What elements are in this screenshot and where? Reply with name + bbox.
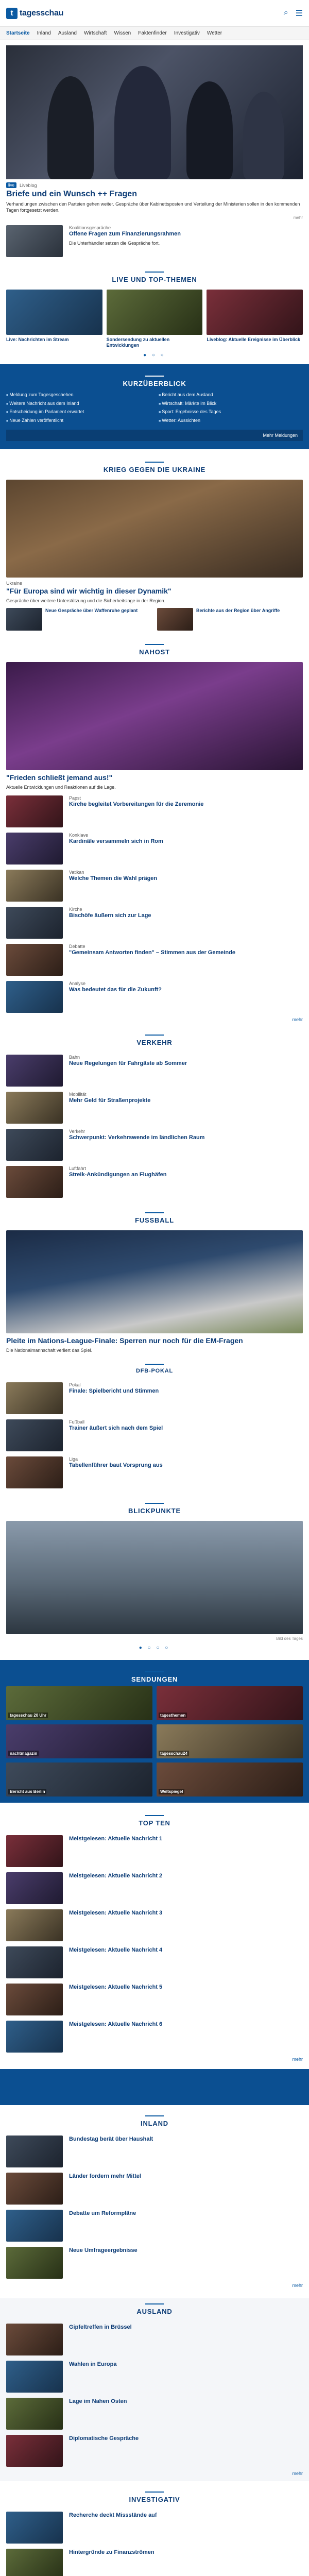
menu-icon[interactable]: ☰: [295, 9, 303, 18]
teaser-thumb: [6, 1946, 63, 1978]
teaser-topline: Luftfahrt: [69, 1166, 87, 1172]
live-badge: live: [6, 182, 16, 188]
teaser-thumb: [6, 2324, 63, 2355]
teaser-row[interactable]: [0, 2015, 309, 2053]
teaser-row[interactable]: [0, 1161, 309, 1198]
ukraine-sub-teaser[interactable]: [6, 608, 152, 631]
logo[interactable]: [6, 8, 63, 19]
teaser-thumb: [6, 944, 63, 976]
nav-item[interactable]: Ausland: [58, 30, 77, 36]
logo-text: tagesschau: [20, 8, 64, 18]
teaser-headline: Mehr Geld für Straßenprojekte: [69, 1097, 151, 1104]
teaser-row[interactable]: [0, 2318, 309, 2355]
live-card-image: [107, 290, 203, 335]
teaser-row[interactable]: [0, 1049, 309, 1087]
teaser-row[interactable]: [0, 1867, 309, 1904]
teaser-headline: Finale: Spielbericht und Stimmen: [69, 1388, 159, 1395]
second-teaser: Die Unterhändler setzen die Gespräche fort.: [69, 241, 160, 246]
section-more-link[interactable]: mehr: [292, 2283, 303, 2289]
teaser-row[interactable]: [0, 1941, 309, 1978]
kurz-more-button[interactable]: [6, 430, 303, 441]
teaser-thumb: [6, 1419, 63, 1451]
teaser-thumb: [6, 1872, 63, 1904]
teaser-headline: Wahlen in Europa: [69, 2361, 117, 2368]
section-title: INVESTIGATIV: [0, 2486, 309, 2506]
kurz-more-label: Mehr Meldungen: [263, 433, 298, 438]
kurz-item[interactable]: ■ Entscheidung im Parlament erwartet: [6, 408, 150, 416]
teaser-row[interactable]: [0, 976, 309, 1013]
teaser-row[interactable]: [0, 1087, 309, 1124]
live-card-title: Liveblog: Aktuelle Ereignisse im Überblick: [207, 337, 301, 343]
ukraine-sub-teaser[interactable]: [157, 608, 303, 631]
teaser-thumb: [6, 1129, 63, 1161]
ukraine-sub-thumb: [6, 608, 42, 631]
teaser-topline: Fußball: [69, 1419, 85, 1425]
teaser-thumb: [6, 1166, 63, 1198]
teaser-row[interactable]: [0, 1414, 309, 1451]
sendung-title: Weltspiegel: [159, 1789, 184, 1794]
teaser-thumb: [6, 907, 63, 939]
teaser-topline: Pokal: [69, 1382, 81, 1388]
section-title: INLAND: [0, 2110, 309, 2130]
section-ausland: [0, 2298, 309, 2481]
teaser-row[interactable]: [0, 2393, 309, 2430]
teaser-headline: Neue Umfrageergebnisse: [69, 2247, 138, 2254]
teaser-thumb: [6, 1984, 63, 2015]
ukraine-image[interactable]: [6, 480, 303, 578]
teaser-thumb: [6, 2210, 63, 2242]
live-card-image: [207, 290, 303, 335]
teaser-thumb: [6, 795, 63, 827]
teaser-thumb: [6, 1092, 63, 1124]
section-title: AUSLAND: [0, 2298, 309, 2318]
live-card-image: [6, 290, 102, 335]
live-section-title: LIVE UND TOP-THEMEN: [0, 266, 309, 286]
nav-item[interactable]: Investigativ: [174, 30, 200, 36]
teaser-row[interactable]: [0, 2130, 309, 2167]
teaser-thumb: [6, 2021, 63, 2053]
teaser-row[interactable]: [0, 1451, 309, 1488]
second-thumb[interactable]: [6, 225, 63, 257]
teaser-row[interactable]: [0, 1830, 309, 1867]
teaser-thumb: [6, 1909, 63, 1941]
sendung-title: Bericht aus Berlin: [8, 1789, 46, 1794]
kurz-item[interactable]: ■ Wetter: Aussichten: [159, 416, 303, 425]
blickpunkte-title: BLICKPUNKTE: [0, 1498, 309, 1518]
teaser-row[interactable]: [0, 2506, 309, 2544]
live-card-title: Live: Nachrichten im Stream: [6, 337, 69, 343]
teaser-row[interactable]: [0, 2205, 309, 2242]
hero-topline: Liveblog: [20, 182, 37, 188]
teaser-headline: Trainer äußert sich nach dem Spiel: [69, 1425, 163, 1432]
teaser-headline: Debatte um Reformpläne: [69, 2210, 136, 2217]
teaser-row[interactable]: [0, 1904, 309, 1941]
ukraine-headline[interactable]: "Für Europa sind wir wichtig in dieser Dynamik": [6, 587, 171, 596]
nahost-teaser: Aktuelle Entwicklungen und Reaktionen auf die Lage.: [6, 785, 116, 790]
sendungen-title: SENDUNGEN: [6, 1666, 303, 1686]
teaser-headline: Recherche deckt Missstände auf: [69, 2512, 157, 2519]
second-topline: Koalitionsgespräche: [69, 225, 111, 231]
ukraine-sub-headline: Berichte aus der Region über Angriffe: [196, 608, 280, 614]
carousel-dots[interactable]: ● ○ ○: [143, 352, 166, 359]
kurz-item[interactable]: ■ Meldung zum Tagesgeschehen: [6, 391, 150, 399]
teaser-thumb: [6, 1382, 63, 1414]
teaser-headline: Meistgelesen: Aktuelle Nachricht 2: [69, 1873, 163, 1879]
teaser-thumb: [6, 2512, 63, 2544]
hero-more-link[interactable]: mehr: [293, 215, 303, 221]
teaser-headline: Neue Regelungen für Fahrgäste ab Sommer: [69, 1060, 187, 1067]
teaser-headline: Was bedeutet das für die Zukunft?: [69, 987, 162, 993]
nahost-title: NAHOST: [0, 639, 309, 659]
sendung-card[interactable]: [157, 1724, 303, 1758]
topten-title: TOP TEN: [0, 1810, 309, 1830]
teaser-headline: Meistgelesen: Aktuelle Nachricht 4: [69, 1947, 163, 1954]
teaser-headline: Schwerpunkt: Verkehrswende im ländlichen Raum: [69, 1134, 205, 1141]
teaser-topline: Kirche: [69, 907, 82, 912]
teaser-row[interactable]: [0, 1124, 309, 1161]
sendung-title: tagesschau 20 Uhr: [8, 1713, 48, 1718]
fussball-headline[interactable]: Pleite im Nations-League-Finale: Sperren nur noch für die EM-Fragen: [6, 1336, 243, 1345]
sendung-card[interactable]: [6, 1724, 152, 1758]
teaser-thumb: [6, 981, 63, 1013]
teaser-headline: Bundestag berät über Haushalt: [69, 2136, 153, 2143]
kurzueberblick-band: [0, 364, 309, 449]
teaser-headline: Lage im Nahen Osten: [69, 2398, 127, 2405]
sendung-card[interactable]: [157, 1762, 303, 1797]
teaser-row[interactable]: [0, 902, 309, 939]
teaser-headline: Streik-Ankündigungen an Flughäfen: [69, 1172, 167, 1178]
nahost-image[interactable]: [6, 662, 303, 770]
section-inland: [0, 2110, 309, 2293]
kurz-item[interactable]: ■ Bericht aus dem Ausland: [159, 391, 303, 399]
teaser-thumb: [6, 2398, 63, 2430]
teaser-topline: Liga: [69, 1456, 78, 1462]
teaser-thumb: [6, 1835, 63, 1867]
ukraine-sub-thumb: [157, 608, 193, 631]
nahost-headline[interactable]: "Frieden schließt jemand aus!": [6, 773, 113, 782]
teaser-row[interactable]: [0, 790, 309, 827]
teaser-thumb: [6, 1055, 63, 1087]
teaser-headline: "Gemeinsam Antworten finden" – Stimmen aus der Gemeinde: [69, 950, 235, 956]
sendung-title: tagesthemen: [159, 1713, 187, 1718]
teaser-row[interactable]: [0, 2430, 309, 2467]
teaser-thumb: [6, 1456, 63, 1488]
teaser-thumb: [6, 2361, 63, 2393]
teaser-topline: Konklave: [69, 833, 89, 838]
teaser-topline: Vatikan: [69, 870, 84, 875]
teaser-topline: Mobilität: [69, 1092, 87, 1097]
teaser-topline: Analyse: [69, 981, 86, 987]
live-card[interactable]: [6, 290, 102, 348]
teaser-headline: Meistgelesen: Aktuelle Nachricht 3: [69, 1910, 163, 1917]
sendung-card[interactable]: [6, 1762, 152, 1797]
nav-item[interactable]: Inland: [37, 30, 51, 36]
teaser-thumb: [6, 2173, 63, 2205]
verkehr-title: VERKEHR: [0, 1029, 309, 1049]
nav-item[interactable]: Wetter: [207, 30, 222, 36]
teaser-row[interactable]: [0, 827, 309, 865]
nahost-more-link[interactable]: mehr: [292, 1017, 303, 1023]
live-card[interactable]: [107, 290, 203, 348]
top-header: [0, 0, 309, 27]
teaser-thumb: [6, 2549, 63, 2576]
fussball-title: FUSSBALL: [0, 1207, 309, 1227]
nav-item[interactable]: Startseite: [6, 30, 30, 36]
main-nav: [0, 27, 309, 40]
sendung-card[interactable]: [6, 1686, 152, 1720]
kurz-title: KURZÜBERBLICK: [6, 370, 303, 391]
teaser-topline: Debatte: [69, 944, 85, 950]
section-more-link[interactable]: mehr: [292, 2471, 303, 2477]
ukraine-teaser: Gespräche über weitere Unterstützung und die Sicherheitslage in der Region.: [6, 598, 166, 604]
ukraine-topline: Ukraine: [6, 581, 23, 586]
teaser-headline: Meistgelesen: Aktuelle Nachricht 6: [69, 2021, 163, 2028]
live-card[interactable]: [207, 290, 303, 348]
promo-band[interactable]: [0, 2069, 309, 2105]
teaser-headline: Diplomatische Gespräche: [69, 2435, 139, 2442]
teaser-row[interactable]: [0, 2167, 309, 2205]
teaser-thumb: [6, 2247, 63, 2279]
teaser-headline: Welche Themen die Wahl prägen: [69, 875, 158, 882]
live-card-title: Sondersendung zu aktuellen Entwicklungen: [106, 337, 170, 348]
blickpunkte-image[interactable]: [6, 1521, 303, 1634]
teaser-row[interactable]: [0, 1377, 309, 1414]
teaser-topline: Papst: [69, 795, 81, 801]
hero-image[interactable]: [6, 45, 303, 179]
kurz-item[interactable]: ■ Sport: Ergebnisse des Tages: [159, 408, 303, 416]
teaser-headline: Kirche begleitet Vorbereitungen für die Zeremonie: [69, 801, 204, 808]
teaser-row[interactable]: [0, 939, 309, 976]
teaser-headline: Länder fordern mehr Mittel: [69, 2173, 141, 2180]
teaser-headline: Kardinäle versammeln sich in Rom: [69, 838, 163, 845]
teaser-row[interactable]: [0, 2544, 309, 2576]
pokal-title: DFB-POKAL: [0, 1359, 309, 1377]
sendung-title: nachtmagazin: [8, 1751, 39, 1756]
sendungen-band: [0, 1660, 309, 1803]
blickpunkte-caption: Bild des Tages: [276, 1636, 303, 1641]
teaser-headline: Meistgelesen: Aktuelle Nachricht 5: [69, 1984, 163, 1991]
teaser-headline: Hintergründe zu Finanzströmen: [69, 2549, 154, 2556]
second-headline[interactable]: Offene Fragen zum Finanzierungsrahmen: [69, 231, 181, 238]
teaser-headline: Tabellenführer baut Vorsprung aus: [69, 1462, 163, 1469]
nav-item[interactable]: Wirtschaft: [83, 30, 107, 36]
teaser-row[interactable]: [0, 1978, 309, 2015]
teaser-row[interactable]: [0, 2355, 309, 2393]
kurz-item[interactable]: ■ Neue Zahlen veröffentlicht: [6, 416, 150, 425]
teaser-thumb: [6, 2136, 63, 2167]
kurz-item[interactable]: ■ Wirtschaft: Märkte im Blick: [159, 399, 303, 408]
blickpunkte-dots[interactable]: ● ○ ○ ○: [139, 1645, 170, 1651]
teaser-thumb: [6, 870, 63, 902]
teaser-row[interactable]: [0, 865, 309, 902]
sendung-title: tagesschau24: [159, 1751, 189, 1756]
teaser-headline: Meistgelesen: Aktuelle Nachricht 1: [69, 1836, 163, 1842]
hero-headline[interactable]: Briefe und ein Wunsch ++ Fragen: [6, 190, 137, 198]
section-investigativ: [0, 2486, 309, 2576]
teaser-topline: Bahn: [69, 1055, 80, 1060]
ukraine-title: KRIEG GEGEN DIE UKRAINE: [0, 456, 309, 477]
teaser-topline: Verkehr: [69, 1129, 85, 1134]
teaser-thumb: [6, 833, 63, 865]
sendung-card[interactable]: [157, 1686, 303, 1720]
hero-teaser: Verhandlungen zwischen den Parteien gehen weiter. Gespräche über Kabinettsposten und Verteilung der Ministerien sollen in den kommenden Tagen fortgesetzt werden.: [6, 201, 300, 213]
search-icon[interactable]: ⌕: [283, 8, 288, 17]
nav-item[interactable]: Faktenfinder: [138, 30, 167, 36]
topten-more-link[interactable]: mehr: [292, 2057, 303, 2062]
ukraine-sub-headline: Neue Gespräche über Waffenruhe geplant: [45, 608, 138, 614]
fussball-teaser: Die Nationalmannschaft verliert das Spiel.: [6, 1348, 93, 1353]
teaser-headline: Gipfeltreffen in Brüssel: [69, 2324, 132, 2331]
teaser-thumb: [6, 2435, 63, 2467]
teaser-headline: Bischöfe äußern sich zur Lage: [69, 912, 151, 919]
fussball-image[interactable]: [6, 1230, 303, 1333]
kurz-item[interactable]: ■ Weitere Nachricht aus dem Inland: [6, 399, 150, 408]
teaser-row[interactable]: [0, 2242, 309, 2279]
nav-item[interactable]: Wissen: [114, 30, 131, 36]
logo-mark: t: [6, 8, 18, 19]
